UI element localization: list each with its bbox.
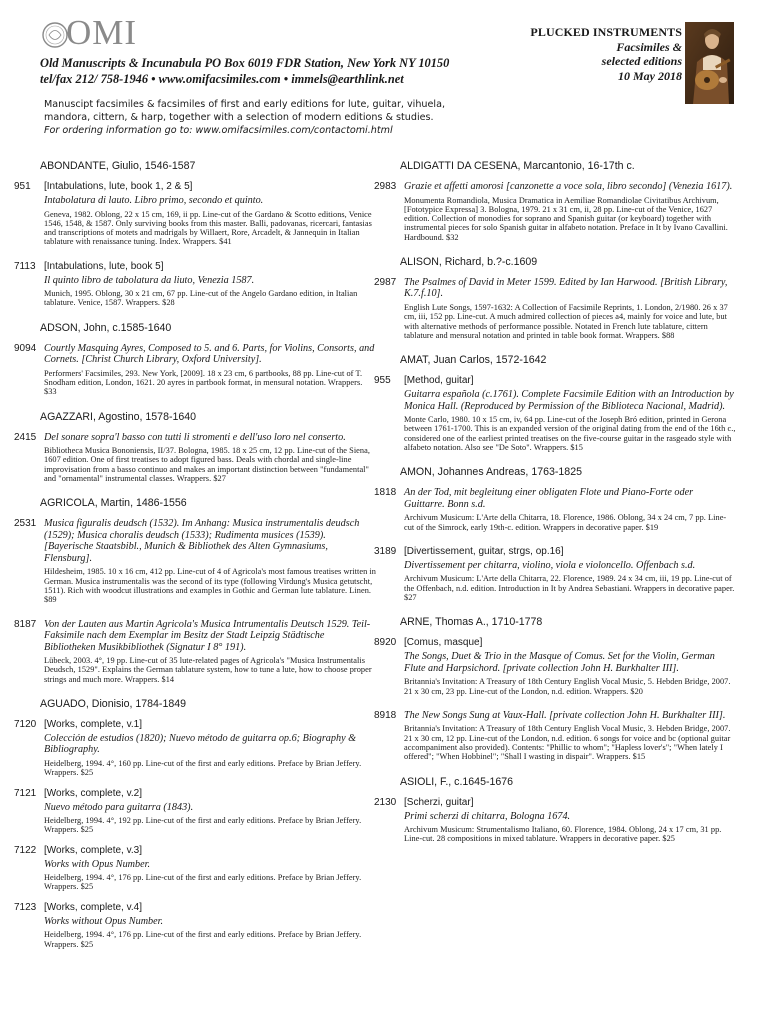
item-number: 3189 — [374, 545, 397, 557]
entry-description: Bibliotheca Musica Bononiensis, II/37. Bologna, 1985. 18 x 25 cm, 12 pp. Line-cut of the Siena, 1607 edition. One of first treatises to adopt figured bass. Deals with chordal and single-line improvisation from a basso continuo and makes an important distinction between "fundamental" and "ornamental" instrumental classes. Wrappers. $27 — [44, 446, 370, 484]
address-block — [40, 55, 600, 87]
entry-title: Nuevo método para guitarra (1843). — [44, 801, 194, 813]
entry-description: Archivum Musicum: L'Arte della Chitarra, 18. Florence, 1986. Oblong, 34 x 24 cm, 7 pp. Line-cut of the Simrock, early 19th-c. edition. Wrappers in decorative paper. $19 — [404, 513, 727, 532]
entry-description: Britannia's Invitation: A Treasury of 18th Century English Vocal Music, 3. Hebden Bridge, 2007. 21 x 30 cm, 12 pp. Line-cut of the London, n.d. edition. 6 songs for voice and bc (optional guitar accompaniment also provided). Contents: "Phillic to whom"; "Hapless lover's"; "When lately I offered"; "When Hobbinel"; "Shall I wasting in dispair". Wrappers. $15 — [404, 724, 731, 762]
composer-heading: AMAT, Juan Carlos, 1572-1642 — [400, 354, 547, 367]
entry-heading: [Scherzi, guitar] — [404, 796, 474, 808]
catalog-entry — [14, 432, 376, 484]
entry-heading: [Intabulations, lute, book 1, 2 & 5] — [44, 181, 193, 192]
catalog-entry — [374, 181, 736, 242]
entry-description: Munich, 1995. Oblong, 30 x 21 cm, 67 pp. Line-cut of the Angelo Gardano edition, in Italian tablature. Venice, 1587. Wrappers. $28 — [44, 289, 358, 308]
ordering-info: For ordering information go to: www.omifacsimiles.com/contactomi.html — [44, 125, 393, 136]
catalog-entry — [14, 181, 376, 247]
catalog-entry — [374, 797, 736, 844]
item-number: 2531 — [14, 518, 37, 530]
catalog-entry — [14, 719, 376, 778]
entry-title: Colección de estudios (1820); Nuevo método de guitarra op.6; Biography & Bibliography. — [44, 732, 357, 756]
item-number: 2415 — [14, 431, 37, 443]
contact-line: tel/fax 212/ 758-1946 • www.omifacsimiles.com • immels@earthlink.net — [40, 72, 404, 86]
item-number: 955 — [374, 375, 391, 387]
address-line: Old Manuscripts & Incunabula PO Box 6019 FDR Station, New York NY 10150 — [40, 56, 450, 70]
item-number: 951 — [14, 181, 31, 192]
catalog-subtitle: Facsimiles & — [616, 39, 682, 54]
catalog-entry — [14, 261, 376, 308]
item-number: 2130 — [374, 796, 397, 808]
item-number: 7123 — [14, 901, 37, 913]
item-number: 7122 — [14, 844, 37, 856]
entry-heading: [Works, complete, v.4] — [44, 901, 142, 913]
composer-heading: ABONDANTE, Giulio, 1546-1587 — [40, 160, 196, 172]
entry-title: Musica figuralis deudsch (1532). Im Anhang: Musica instrumentalis deudsch (1529); Musica choralis deudsch (1533); Rudimenta musices (1539). [Bayerische Staatsbibl., Munich & Bibliothek des Alten Gymnasiums, Flensburg]. — [44, 518, 360, 564]
entry-description: Lübeck, 2003. 4°, 19 pp. Line-cut of 35 lute-related pages of Agricola's "Musica Instrumentalis Deudsch, 1529". Explains the German tablature system, how to tune a lute, how to choose proper strings and much more. Wrappers. $14 — [44, 656, 372, 684]
composer-heading: AGRICOLA, Martin, 1486-1556 — [40, 497, 187, 510]
entry-title: Intabolatura di lauto. Libro primo, secondo et quinto. — [44, 195, 264, 206]
painting-graphic — [685, 22, 734, 104]
item-number: 8918 — [374, 709, 397, 721]
entry-title: The Psalmes of David in Meter 1599. Edited by Ian Harwood. [British Library, K.7.f.10]. — [404, 276, 728, 300]
right-column — [374, 160, 736, 858]
lute-player-painting-image — [685, 22, 734, 104]
catalog-subtitle-2: selected editions — [601, 54, 682, 68]
intro-line-2: mandora, cittern, & harp, together with a selection of modern editions & studies. — [44, 112, 434, 123]
entry-heading: [Divertissement, guitar, strgs, op.16] — [404, 545, 564, 557]
catalog-title — [522, 25, 682, 83]
entry-heading: [Comus, masque] — [404, 637, 483, 649]
item-number: 1818 — [374, 487, 397, 499]
entry-heading: [Method, guitar] — [404, 375, 474, 387]
item-number: 7113 — [14, 260, 36, 272]
catalog-entry — [374, 375, 736, 452]
logo-text: OMI — [66, 13, 138, 52]
entry-title: Works with Opus Number. — [44, 858, 151, 870]
entry-heading: [Intabulations, lute, book 5] — [44, 260, 164, 272]
composer-heading: ASIOLI, F., c.1645-1676 — [400, 775, 514, 788]
catalog-title-main: PLUCKED INSTRUMENTS — [530, 25, 682, 39]
entry-description: Monumenta Romandiola, Musica Dramatica in Aemiliae Romandiolae Civitatibus Archivum, [Fototypice Expressa] 3. Bologna, 1979. 21 x 31 cm, ii, 28 pp. Line-cut of the Venice, 1627 edition. Collection of monodies for soprano and Spanish guitar (or keyboard) together with instrumental pieces for solo Spanish guitar in alfabeto notation. Preface in It by Ivano Cavallini. Hardbound. $32 — [404, 195, 728, 242]
catalog-entry — [374, 487, 736, 532]
item-number: 7121 — [14, 787, 37, 799]
item-number: 2983 — [374, 181, 397, 192]
entry-title: Il quinto libro de tabolatura da liuto, Venezia 1587. — [44, 274, 255, 286]
entry-title: Von der Lauten aus Martin Agricola's Musica Intrumentalis Deutsch 1529. Teil-Faksimile nach dem Exemplar im Besitz der Stadt Leipzig Städtische Bibliotheken Musikbibliothek (Signatur I 8° 191). — [44, 618, 371, 653]
composer-heading: ADSON, John, c.1585-1640 — [40, 321, 172, 334]
entry-title: Works without Opus Number. — [44, 915, 164, 927]
catalog-entry — [14, 343, 376, 397]
entry-title: Courtly Masquing Ayres, Composed to 5. and 6. Parts, for Violins, Consorts, and Cornets. [Christ Church Library, Oxford University]. — [44, 342, 375, 366]
entry-description: English Lute Songs, 1597-1632: A Collection of Facsimile Reprints, 1. London, 2/1980. 26 x 37 cm, iii, 152 pp. Line-cut. A much admired collection of pieces a4, mainly for voice and lute, but with alternative methods of performance possible. Notated in French lute tablature, cittern tablature and mensural notation and printed in table book format. Wrappers. $88 — [404, 302, 728, 340]
composer-heading: AMON, Johannes Andreas, 1763-1825 — [400, 466, 582, 479]
entry-heading: [Works, complete, v.3] — [44, 844, 142, 856]
entry-heading: [Works, complete, v.1] — [44, 718, 142, 730]
composer-heading: AGUADO, Dionisio, 1784-1849 — [40, 697, 187, 710]
item-number: 9094 — [14, 342, 37, 354]
composer-heading: ARNE, Thomas A., 1710-1778 — [400, 616, 543, 629]
entry-description: Hildesheim, 1985. 10 x 16 cm, 412 pp. Line-cut of 4 of Agricola's most famous treatises written in German. Musica instrumentalis was the second of its type (following Virdung's Musica getutscht, 1511). Rich with woodcut illustrations and examples in Gothic and German lute tablature. Linen. $89 — [44, 567, 376, 605]
entry-description: Monte Carlo, 1980. 10 x 15 cm, iv, 64 pp. Line-cut of the Joseph Bró edition, printed in Gerona between 1761-1700. This is an expanded version of the original dating from the end of the 16th c., considered one of the earliest printed treatises on the five-course guitar in the rasgeado style with alfabeto notation. Also see "De Soto". Wrappers. $15 — [404, 415, 736, 453]
composer-heading: AGAZZARI, Agostino, 1578-1640 — [40, 410, 197, 423]
intro-line-1: Manuscipt facsimiles & facsimiles of first and early editions for lute, guitar, vihuela, — [44, 99, 445, 110]
entry-title: An der Tod, mit begleitung einer obligaten Flote und Piano-Forte oder Guittarre. Bonn s.d. — [404, 487, 694, 510]
entry-description: Archivum Musicum: Strumentalismo Italiano, 60. Florence, 1984. Oblong, 24 x 17 cm, 31 pp. Line-cut. 28 compositions in mixed tablature. Wrappers in decorative paper. $25 — [404, 825, 722, 844]
entry-description: Geneva, 1982. Oblong, 22 x 15 cm, 169, ii pp. Line-cut of the Gardano & Scotto editions, Venice 1546, 1548, & 1587. Only surviving books from this master. Balli, padovanas, ricercari, fantasias and transcriptions of motets and madrigals by Willaert, Rore, Arcadelt, & Jannequin in Italian tablature with renaissance tuning. Index. Wrappers. $41 — [44, 209, 372, 247]
entry-heading: [Works, complete, v.2] — [44, 787, 142, 799]
composer-heading: ALDIGATTI DA CESENA, Marcantonio, 16-17th c. — [400, 160, 635, 172]
item-number: 8920 — [374, 637, 397, 649]
item-number: 8187 — [14, 618, 37, 630]
catalog-entry — [14, 518, 376, 604]
entry-title: Primi scherzi di chitarra, Bologna 1674. — [404, 810, 571, 822]
catalog-entry — [374, 277, 736, 340]
entry-description: Heidelberg, 1994. 4°, 160 pp. Line-cut of the first and early editions. Preface by Brian Jeffery. Wrappers. $25 — [44, 758, 362, 778]
composer-heading: ALISON, Richard, b.?-c.1609 — [400, 255, 538, 268]
entry-description: Heidelberg, 1994. 4°, 176 pp. Line-cut of the first and early editions. Preface by Brian Jeffery. Wrappers. $25 — [44, 930, 362, 949]
catalog-entry — [374, 710, 736, 762]
entry-description: Performers' Facsimiles, 293. New York, [2009]. 18 x 23 cm, 6 partbooks, 88 pp. Line-cut of T. Snodham edition, London, 1621. 20 ayres in partbook format, in mensural notation. Wrappers. $33 — [44, 368, 363, 397]
entry-title: The Songs, Duet & Trio in the Masque of Comus. Set for the Violin, German Flute and Harpsichord. [private collection John H. Burkhalter III]. — [404, 651, 715, 674]
catalog-entry — [14, 845, 376, 892]
entry-title: Grazie et affetti amorosi [canzonette a voce sola, libro secondo] (Venezia 1617). — [404, 181, 733, 192]
entry-title: Guitarra española (c.1761). Complete Facsimile Edition with an Introduction by Monica Hall. (Reproduced by Permission of the Biblioteca Nacional, Madrid). — [404, 389, 734, 412]
catalog-entry — [14, 619, 376, 684]
catalog-entry — [14, 902, 376, 949]
entry-description: Heidelberg, 1994. 4°, 176 pp. Line-cut of the first and early editions. Preface by Brian Jeffery. Wrappers. $25 — [44, 873, 362, 892]
catalog-date: 10 May 2018 — [618, 68, 682, 83]
intro-text — [44, 98, 604, 137]
item-number: 7120 — [14, 718, 37, 730]
entry-description: Heidelberg, 1994. 4°, 192 pp. Line-cut of the first and early editions. Preface by Brian Jeffery. Wrappers. $25 — [44, 816, 362, 835]
entry-title: Divertissement per chitarra, violino, viola e violoncello. Offenbach s.d. — [404, 559, 696, 571]
entry-description: Archivum Musicum: L'Arte della Chitarra, 22. Florence, 1989. 24 x 34 cm, iii, 19 pp. Line-cut of the Offenbach, n.d. edition. Introduction in It by Andrea Sebastiani. Wrappers in decorative paper. $27 — [404, 574, 735, 603]
catalog-entry — [374, 546, 736, 602]
left-column — [14, 160, 376, 959]
entry-title: The New Songs Sung at Vaux-Hall. [private collection John H. Burkhalter III]. — [404, 709, 726, 721]
catalog-entry — [374, 637, 736, 696]
catalog-entry — [14, 788, 376, 835]
entry-description: Britannia's Invitation: A Treasury of 18th Century English Vocal Music, 5. Hebden Bridge, 2007. 21 x 30 cm, 23 pp. Line-cut of the London, n.d. edition. Wrappers. $20 — [404, 677, 731, 696]
item-number: 2987 — [374, 276, 397, 288]
entry-title: Del sonare sopra'l basso con tutti li stromenti e dell'uso loro nel conserto. — [44, 431, 346, 443]
